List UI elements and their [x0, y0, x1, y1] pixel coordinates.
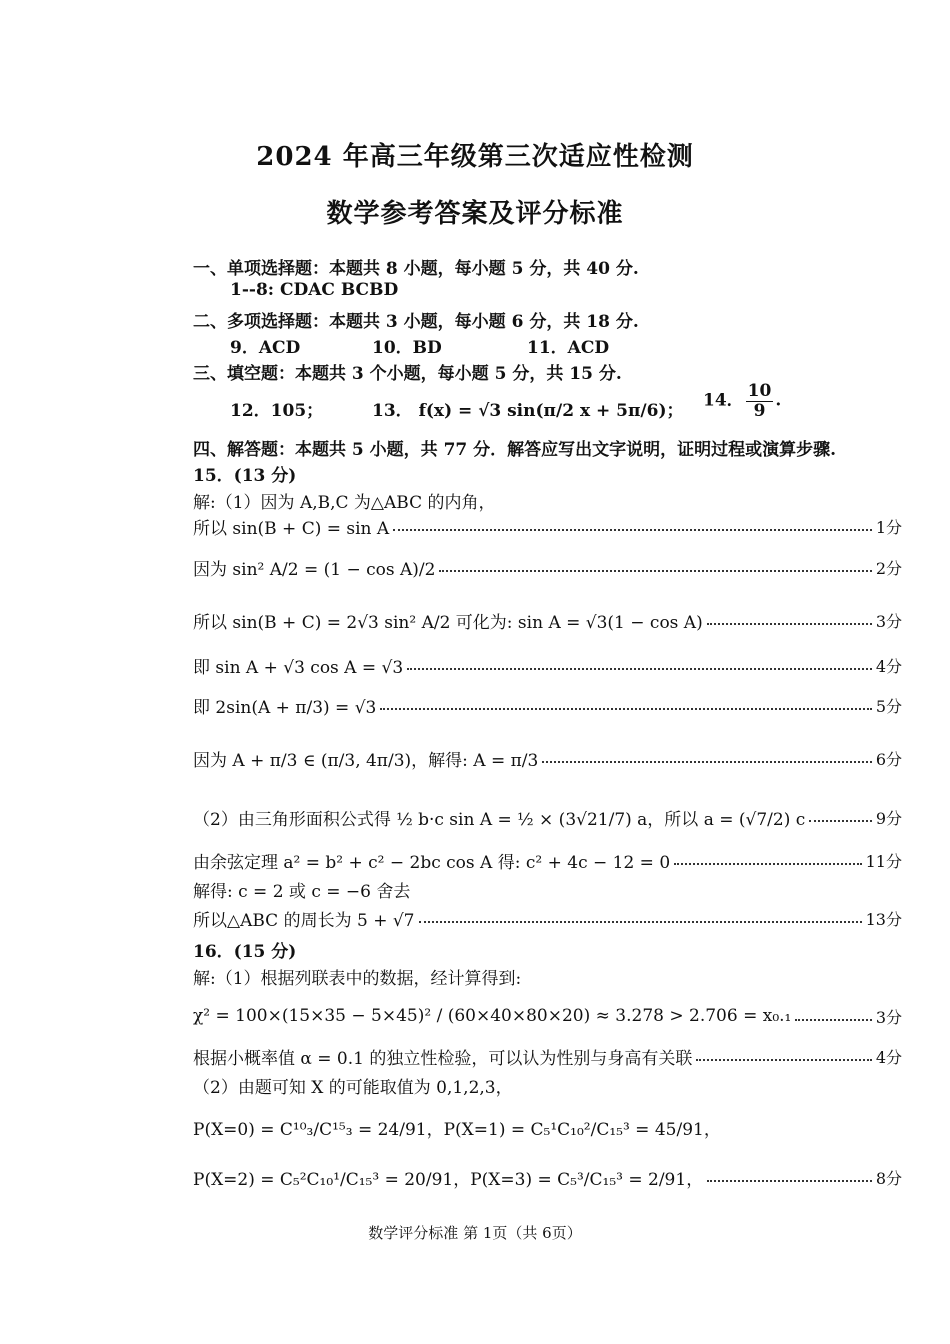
- q15-title: 15．(13 分): [193, 466, 297, 486]
- leader-dots: [407, 668, 872, 670]
- answer-13: 13． f(x) = √3 sin(π/2 x + 5π/6)；: [372, 401, 684, 421]
- q15-step-2-text: 因为 sin² A/2 = (1 − cos A)/2: [193, 559, 436, 580]
- q15-step-3: [193, 605, 902, 635]
- q15-step-6: [193, 743, 902, 773]
- q16-step-1-score: 3分: [875, 1007, 902, 1027]
- page-footer: 数学评分标准 第 1页（共 6页）: [368, 1224, 582, 1242]
- q16-step-5: [193, 1162, 902, 1192]
- q15-step-10: [193, 903, 902, 933]
- q15-step-7-text: （2）由三角形面积公式得 ½ b·c sin A = ½ × (3√21/7) a，所以 a = (√7/2) c: [193, 809, 806, 830]
- leader-dots: [542, 761, 871, 763]
- q16-step-5-text: P(X=2) = C₅²C₁₀¹/C₁₅³ = 20/91，P(X=3) = C₅³/C₁₅³ = 2/91，: [193, 1169, 704, 1190]
- q15-step-3-text: 所以 sin(B + C) = 2√3 sin² A/2 可化为: sin A = √3(1 − cos A): [193, 612, 703, 633]
- q16-title: 16．(15 分): [193, 942, 297, 962]
- q15-step-1-score: 1分: [875, 517, 902, 537]
- section-2-heading: 二、多项选择题：本题共 3 小题，每小题 6 分，共 18 分.: [193, 312, 639, 332]
- answer-14-period: .: [775, 390, 782, 411]
- q15-step-6-text: 因为 A + π/3 ∈ (π/3, 4π/3)，解得: A = π/3: [193, 750, 539, 771]
- q16-line-0: 解:（1）根据列联表中的数据，经计算得到:: [193, 969, 522, 989]
- answer-14-numerator: 10: [747, 381, 772, 401]
- leader-dots: [419, 921, 862, 923]
- leader-dots: [809, 820, 872, 822]
- q16-step-2: [193, 1041, 902, 1071]
- q16-step-1: [193, 1001, 902, 1031]
- q15-step-7: [193, 802, 902, 832]
- q15-step-5-text: 即 2sin(A + π/3) = √3: [193, 697, 377, 718]
- leader-dots: [795, 1019, 871, 1021]
- answer-10: 10．BD: [372, 338, 442, 358]
- q15-step-5: [193, 690, 902, 720]
- q15-step-10-score: 13分: [865, 909, 902, 929]
- answer-11: 11．ACD: [527, 338, 610, 358]
- q15-step-8: [193, 845, 902, 875]
- q16-step-2-score: 4分: [875, 1047, 902, 1067]
- q15-line-0: 解:（1）因为 A,B,C 为△ABC 的内角，: [193, 493, 496, 513]
- q16-line-4: P(X=0) = C¹⁰₃/C¹⁵₃ = 24/91，P(X=1) = C₅¹C₁₀²/C₁₅³ = 45/91，: [193, 1120, 721, 1140]
- q15-step-10-text: 所以△ABC 的周长为 5 + √7: [193, 910, 415, 931]
- leader-dots: [696, 1059, 871, 1061]
- section-1-answers: 1--8: CDAC BCBD: [230, 280, 399, 300]
- section-3-heading: 三、填空题：本题共 3 个小题，每小题 5 分，共 15 分.: [193, 364, 622, 384]
- leader-dots: [674, 863, 861, 865]
- q16-step-5-score: 8分: [875, 1168, 902, 1188]
- q15-step-8-text: 由余弦定理 a² = b² + c² − 2bc cos A 得: c² + 4c − 12 = 0: [193, 852, 671, 873]
- leader-dots: [439, 570, 871, 572]
- answer-12: 12．105；: [230, 401, 324, 421]
- leader-dots: [707, 1180, 872, 1182]
- q16-step-2-text: 根据小概率值 α = 0.1 的独立性检验，可以认为性别与身高有关联: [193, 1048, 693, 1069]
- q15-step-4-score: 4分: [875, 656, 902, 676]
- answer-14-denominator: 9: [753, 400, 766, 421]
- q15-step-3-score: 3分: [875, 611, 902, 631]
- q15-step-2-score: 2分: [875, 558, 902, 578]
- q15-step-1-text: 所以 sin(B + C) = sin A: [193, 518, 390, 539]
- q15-step-4: [193, 650, 902, 680]
- leader-dots: [380, 708, 871, 710]
- q15-step-7-score: 9分: [875, 808, 902, 828]
- q15-step-2: [193, 552, 902, 582]
- answer-14-fraction: [746, 382, 774, 420]
- leader-dots: [393, 529, 872, 531]
- answer-9: 9．ACD: [230, 338, 301, 358]
- q16-line-3: （2）由题可知 X 的可能取值为 0,1,2,3，: [193, 1078, 513, 1098]
- q15-step-5-score: 5分: [875, 696, 902, 716]
- q15-line-9: 解得: c = 2 或 c = −6 舍去: [193, 882, 411, 902]
- section-4-heading: 四、解答题：本题共 5 小题，共 77 分．解答应写出文字说明，证明过程或演算步骤.: [193, 440, 837, 460]
- q15-step-1: [193, 511, 902, 541]
- q15-step-8-score: 11分: [865, 851, 902, 871]
- q15-step-4-text: 即 sin A + √3 cos A = √3: [193, 657, 404, 678]
- document-subtitle: 数学参考答案及评分标准: [326, 199, 624, 229]
- answer-14: [703, 382, 781, 420]
- q15-step-6-score: 6分: [875, 749, 902, 769]
- answer-14-label: 14．: [703, 390, 744, 411]
- q16-step-1-text: χ² = 100×(15×35 − 5×45)² / (60×40×80×20) ≈ 3.278 > 2.706 = x₀.₁: [193, 1006, 792, 1026]
- document-title: 2024 年高三年级第三次适应性检测: [256, 142, 694, 172]
- leader-dots: [707, 623, 872, 625]
- section-1-heading: 一、单项选择题：本题共 8 小题，每小题 5 分，共 40 分.: [193, 259, 639, 279]
